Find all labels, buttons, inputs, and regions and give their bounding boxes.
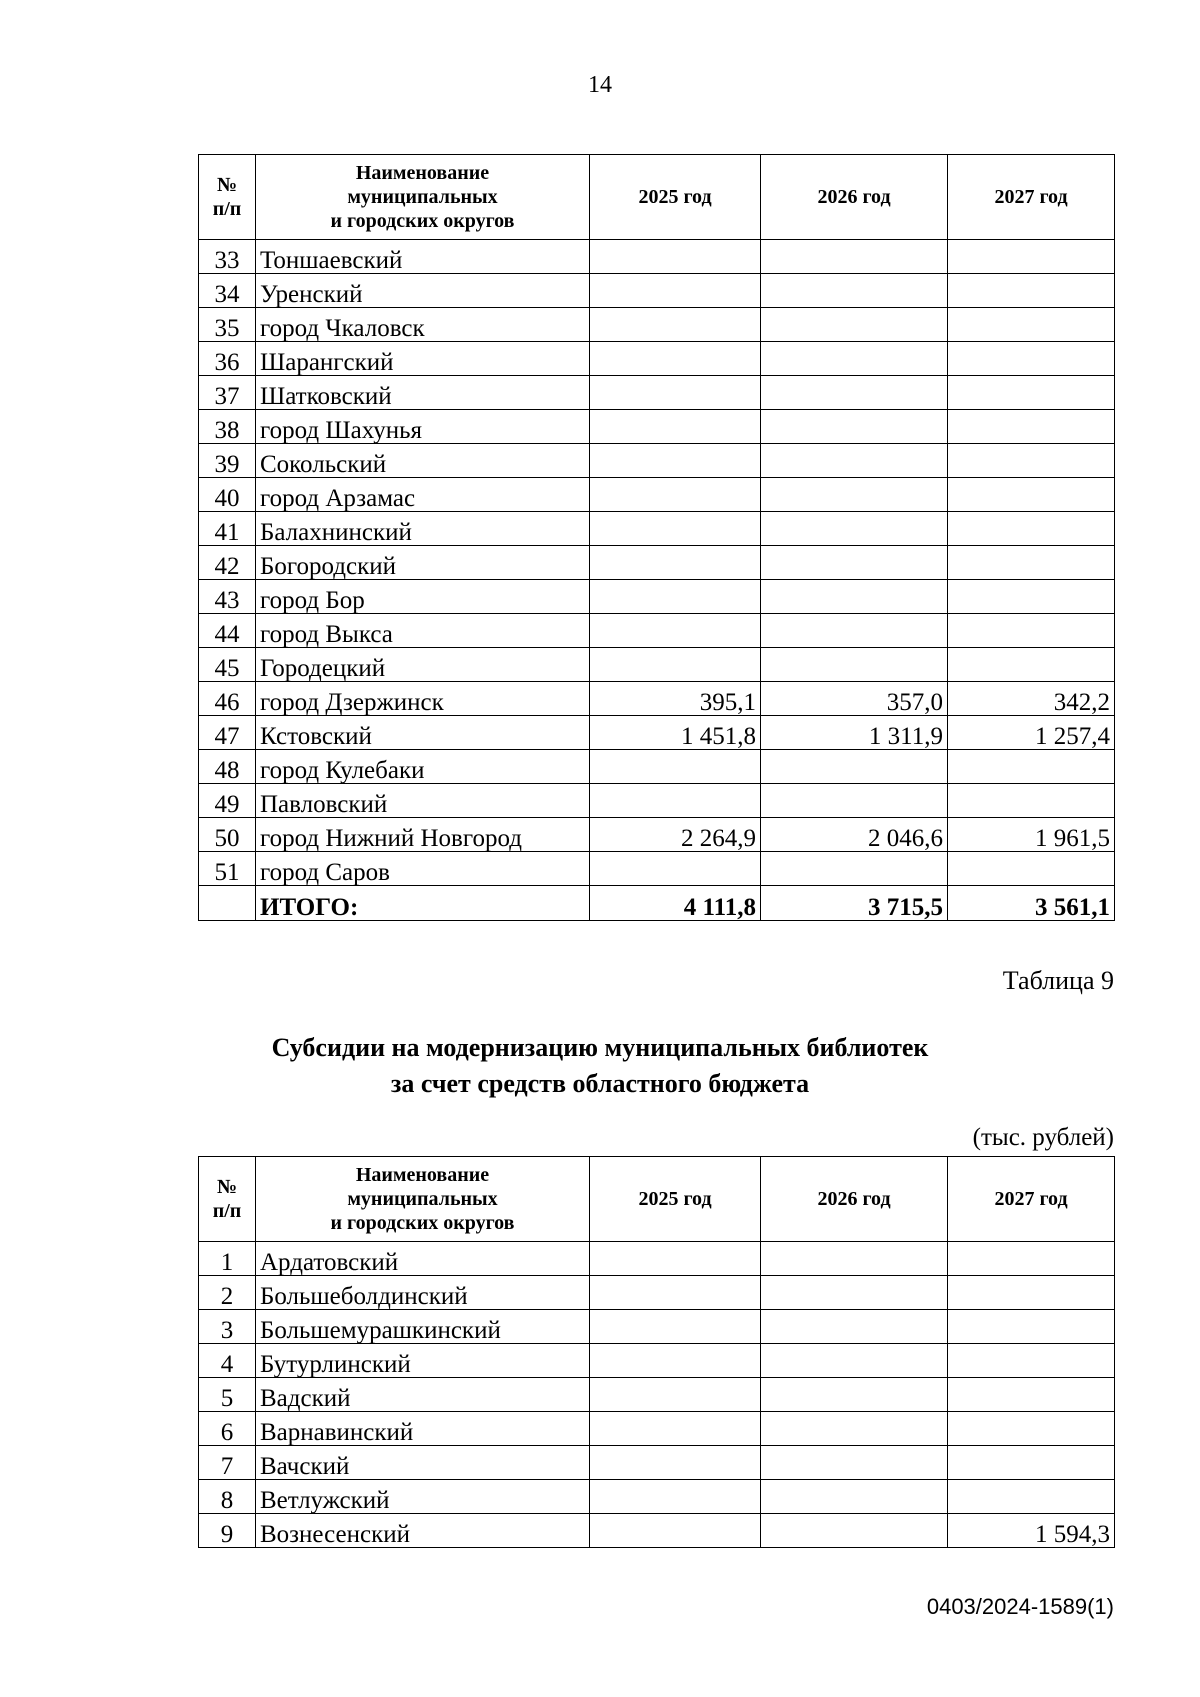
header-2026: 2026 год [761, 155, 948, 240]
value-2025 [590, 444, 761, 478]
value-2026: 1 311,9 [761, 716, 948, 750]
table-row [199, 818, 1115, 852]
district-name: Бутурлинский [256, 1344, 590, 1378]
header-number: № п/п [199, 1157, 256, 1242]
value-2026 [761, 410, 948, 444]
value-2027 [948, 1344, 1115, 1378]
value-2025 [590, 614, 761, 648]
value-2025 [590, 1242, 761, 1276]
value-2025: 4 111,8 [590, 886, 761, 921]
row-number: 4 [199, 1344, 256, 1378]
table-row [199, 274, 1115, 308]
row-number: 35 [199, 308, 256, 342]
document-code: 0403/2024-1589(1) [926, 1594, 1114, 1619]
value-2026 [761, 444, 948, 478]
table-row [199, 240, 1115, 274]
table-row [199, 716, 1115, 750]
table-row [199, 1446, 1115, 1480]
district-name: Вадский [256, 1378, 590, 1412]
table-row [199, 444, 1115, 478]
row-number: 1 [199, 1242, 256, 1276]
district-name: Варнавинский [256, 1412, 590, 1446]
row-number: 37 [199, 376, 256, 410]
district-name: город Чкаловск [256, 308, 590, 342]
value-2027: 1 961,5 [948, 818, 1115, 852]
value-2026 [761, 274, 948, 308]
value-2026 [761, 1480, 948, 1514]
row-number: 46 [199, 682, 256, 716]
value-2025 [590, 376, 761, 410]
value-2026 [761, 648, 948, 682]
value-2025 [590, 1446, 761, 1480]
row-number: 7 [199, 1446, 256, 1480]
value-2027 [948, 274, 1115, 308]
table-row [199, 1378, 1115, 1412]
row-number: 43 [199, 580, 256, 614]
table-title [0, 1030, 1200, 1102]
total-row [199, 886, 1115, 921]
row-number: 45 [199, 648, 256, 682]
value-2027: 1 594,3 [948, 1514, 1115, 1548]
row-number: 34 [199, 274, 256, 308]
value-2025 [590, 580, 761, 614]
value-2026 [761, 1276, 948, 1310]
value-2026 [761, 1514, 948, 1548]
district-name: Ардатовский [256, 1242, 590, 1276]
value-2026 [761, 750, 948, 784]
page-number: 14 [588, 72, 612, 98]
header-2025: 2025 год [590, 155, 761, 240]
table-row [199, 410, 1115, 444]
header-2025: 2025 год [590, 1157, 761, 1242]
table-title-line-1: Субсидии на модернизацию муниципальных библиотек [271, 1033, 929, 1062]
table-row [199, 478, 1115, 512]
value-2025 [590, 240, 761, 274]
district-name: город Бор [256, 580, 590, 614]
district-name: Большемурашкинский [256, 1310, 590, 1344]
value-2026 [761, 1242, 948, 1276]
value-2027 [948, 1412, 1115, 1446]
table-row [199, 512, 1115, 546]
row-number: 42 [199, 546, 256, 580]
value-2026: 2 046,6 [761, 818, 948, 852]
row-number: 36 [199, 342, 256, 376]
table-row [199, 546, 1115, 580]
district-name: ИТОГО: [256, 886, 590, 921]
district-name: город Нижний Новгород [256, 818, 590, 852]
table-row [199, 750, 1115, 784]
header-2027: 2027 год [948, 155, 1115, 240]
table-row [199, 682, 1115, 716]
row-number: 5 [199, 1378, 256, 1412]
value-2025 [590, 1514, 761, 1548]
value-2027 [948, 1480, 1115, 1514]
value-2027 [948, 478, 1115, 512]
value-2027 [948, 308, 1115, 342]
value-2025 [590, 478, 761, 512]
value-2025 [590, 512, 761, 546]
value-2025: 2 264,9 [590, 818, 761, 852]
value-2025 [590, 750, 761, 784]
value-2027 [948, 580, 1115, 614]
table-title-line-2: за счет средств областного бюджета [390, 1069, 810, 1098]
value-2025 [590, 410, 761, 444]
table-row [199, 376, 1115, 410]
value-2025 [590, 274, 761, 308]
district-name: Уренский [256, 274, 590, 308]
value-2025 [590, 546, 761, 580]
value-2026: 357,0 [761, 682, 948, 716]
row-number: 51 [199, 852, 256, 886]
row-number: 41 [199, 512, 256, 546]
district-name: Большеболдинский [256, 1276, 590, 1310]
value-2027 [948, 614, 1115, 648]
district-name: город Арзамас [256, 478, 590, 512]
value-2026 [761, 308, 948, 342]
value-2027 [948, 1242, 1115, 1276]
row-number: 3 [199, 1310, 256, 1344]
value-2025: 1 451,8 [590, 716, 761, 750]
district-name: Ветлужский [256, 1480, 590, 1514]
row-number: 8 [199, 1480, 256, 1514]
value-2026 [761, 852, 948, 886]
value-2025 [590, 1344, 761, 1378]
table-row [199, 648, 1115, 682]
district-name: город Дзержинск [256, 682, 590, 716]
row-number: 39 [199, 444, 256, 478]
value-2026 [761, 784, 948, 818]
value-2025 [590, 852, 761, 886]
value-2025 [590, 1310, 761, 1344]
units-note: (тыс. рублей) [972, 1124, 1114, 1151]
row-number: 2 [199, 1276, 256, 1310]
value-2027: 342,2 [948, 682, 1115, 716]
value-2027 [948, 1446, 1115, 1480]
value-2025 [590, 308, 761, 342]
value-2027 [948, 240, 1115, 274]
subsidies-table-continued [198, 154, 1115, 921]
table-row [199, 614, 1115, 648]
row-number: 33 [199, 240, 256, 274]
district-name: Вачский [256, 1446, 590, 1480]
value-2027: 1 257,4 [948, 716, 1115, 750]
value-2027 [948, 1310, 1115, 1344]
district-name: Сокольский [256, 444, 590, 478]
row-number: 9 [199, 1514, 256, 1548]
value-2026 [761, 614, 948, 648]
header-2026: 2026 год [761, 1157, 948, 1242]
table-row [199, 852, 1115, 886]
value-2027 [948, 376, 1115, 410]
value-2027 [948, 410, 1115, 444]
table-row [199, 1242, 1115, 1276]
district-name: Шарангский [256, 342, 590, 376]
value-2025 [590, 784, 761, 818]
value-2027 [948, 750, 1115, 784]
value-2026 [761, 1344, 948, 1378]
district-name: Кстовский [256, 716, 590, 750]
value-2026 [761, 580, 948, 614]
value-2027 [948, 1276, 1115, 1310]
value-2027 [948, 444, 1115, 478]
value-2026: 3 715,5 [761, 886, 948, 921]
value-2027 [948, 512, 1115, 546]
value-2026 [761, 478, 948, 512]
table-row [199, 580, 1115, 614]
row-number [199, 886, 256, 921]
district-name: Тоншаевский [256, 240, 590, 274]
district-name: город Выкса [256, 614, 590, 648]
row-number: 44 [199, 614, 256, 648]
value-2027: 3 561,1 [948, 886, 1115, 921]
district-name: Богородский [256, 546, 590, 580]
value-2026 [761, 1378, 948, 1412]
value-2025 [590, 1276, 761, 1310]
value-2025: 395,1 [590, 682, 761, 716]
table-row [199, 308, 1115, 342]
value-2026 [761, 1446, 948, 1480]
table-row [199, 1276, 1115, 1310]
header-name: Наименование муниципальных и городских округов [256, 155, 590, 240]
district-name: Балахнинский [256, 512, 590, 546]
header-number: № п/п [199, 155, 256, 240]
value-2026 [761, 376, 948, 410]
value-2026 [761, 1310, 948, 1344]
table-row [199, 1344, 1115, 1378]
district-name: Вознесенский [256, 1514, 590, 1548]
table-row [199, 1480, 1115, 1514]
value-2025 [590, 648, 761, 682]
district-name: город Шахунья [256, 410, 590, 444]
value-2026 [761, 546, 948, 580]
value-2026 [761, 512, 948, 546]
district-name: город Кулебаки [256, 750, 590, 784]
value-2027 [948, 1378, 1115, 1412]
table-row [199, 1514, 1115, 1548]
value-2027 [948, 648, 1115, 682]
district-name: город Саров [256, 852, 590, 886]
district-name: Городецкий [256, 648, 590, 682]
table-row [199, 1310, 1115, 1344]
value-2025 [590, 1378, 761, 1412]
header-2027: 2027 год [948, 1157, 1115, 1242]
value-2025 [590, 1480, 761, 1514]
value-2026 [761, 240, 948, 274]
row-number: 47 [199, 716, 256, 750]
table-header-row [199, 1157, 1115, 1242]
row-number: 48 [199, 750, 256, 784]
row-number: 49 [199, 784, 256, 818]
district-name: Павловский [256, 784, 590, 818]
value-2027 [948, 546, 1115, 580]
row-number: 50 [199, 818, 256, 852]
value-2026 [761, 1412, 948, 1446]
row-number: 40 [199, 478, 256, 512]
table-label: Таблица 9 [1002, 966, 1114, 995]
value-2025 [590, 1412, 761, 1446]
district-name: Шатковский [256, 376, 590, 410]
table-row [199, 784, 1115, 818]
header-name: Наименование муниципальных и городских округов [256, 1157, 590, 1242]
table-row [199, 342, 1115, 376]
row-number: 6 [199, 1412, 256, 1446]
library-subsidies-table [198, 1156, 1115, 1548]
value-2025 [590, 342, 761, 376]
table-row [199, 1412, 1115, 1446]
value-2027 [948, 342, 1115, 376]
row-number: 38 [199, 410, 256, 444]
value-2027 [948, 784, 1115, 818]
value-2027 [948, 852, 1115, 886]
value-2026 [761, 342, 948, 376]
table-header-row [199, 155, 1115, 240]
